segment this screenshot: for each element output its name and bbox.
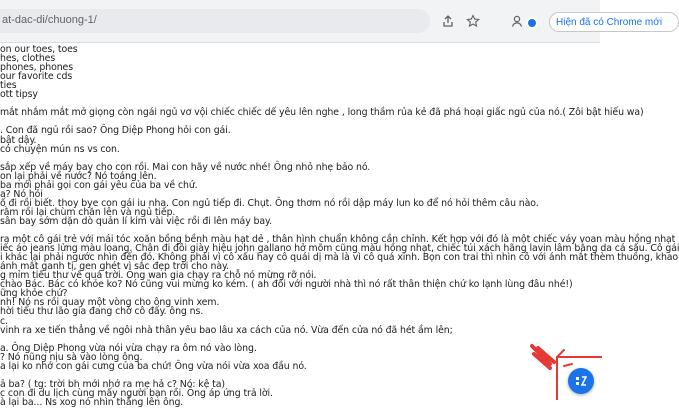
story-line: rằm rồi lại chùm chăn lên và ngủ tiếp. [0,206,176,218]
story-line: on our toes, toes [0,44,78,55]
story-line: vinh ra xe tiến thẳng về ngôi nhà thân yêu bao lâu xa cách của nó. Vừa đến cửa nó đã hét ầm lên; [0,324,453,336]
story-line: mắt nhắm mắt mở giọng còn ngái ngủ vơ vội chiếc chiếc dế yêu lên nghe , long thầm rủa kẻ đã phá hoại giấc ngủ của nó.( Zôi bật hiếu wa) [0,107,644,119]
story-line: chào Bác. Bác có khỏe ko? Nó cũng vui mừng ko kém. ( ah đối với người nhà thì nó rất thân thiện chứ ko lạnh lùng đâu nhé!) [0,279,573,291]
profile-icon[interactable] [510,14,524,28]
story-text [0,44,679,408]
story-line: ba mới phải gọi con gái yêu của ba về chứ. [0,179,198,191]
story-line: bật dậy. [0,134,37,146]
story-line: a lại ko nhớ con gái cưng của ba chứ! Ông vừa nói vừa xoa đầu nó. [0,360,307,372]
url-text[interactable]: at-dac-di/chuong-1/ [2,14,97,26]
story-line: c con đi du lịch cùng mấy người bạn rồi. Ông áp ứng trả lời. [0,387,273,399]
notification-dot [526,17,538,29]
story-line: iếc áo jeans lửng màu loang. Chân đi đôi giày hiệu john gallano hở mõm cũng màu hồng nhạt, chiếc túi xách hãng lavin lâm bằng da cá sấu. Cô gái [0,243,679,255]
star-icon[interactable] [466,14,480,28]
floating-action-button[interactable] [568,368,594,394]
story-line: hời tiểu thư lão gia đang chờ cô đấy. ông ns. [0,306,204,318]
story-line: c. [0,315,8,327]
story-line: ra một cô gái trẻ với mái tóc xoăn bồng bềnh màu hạt dẻ , thân hình chuẩn không cần chỉnh. Kết hợp với đó là một chiếc váy voan màu hồng nhạt [0,234,676,246]
story-line: ties [0,80,17,92]
story-line: a. Ông Diệp Phong vừa nói vừa chạy ra ôm nó vào lòng. [0,342,257,354]
story-line: có chuyện mún ns vs con. [0,143,120,155]
story-line: ott tipsy [0,89,38,101]
story-line: our favorite cds [0,71,73,83]
share-icon[interactable] [441,14,455,28]
story-line: ? Nó nũng nịu sà vào lòng ông. [0,351,143,363]
story-line: ánh mắt ganh tị, gen ghét vì sắc đẹp trời cho này. [0,261,229,273]
browser-toolbar [0,0,663,43]
story-line: a? Nó hỏi [0,188,43,200]
story-line: g mỉm tiếu thư về quá trời. Ông wan gia chạy ra chỗ nó mừng rỡ nói. [0,270,317,282]
story-line: phones, phones [0,62,74,74]
story-line: . Con đã ngủ rồi sao? Ông Diệp Phong hỏi con gái. [0,125,231,137]
story-line: i khác lại phải ngước nhìn đến đó. Không phải vì cô xấu hay cô quái dị mà là vì cô quá xinh. Bọn con trai thì nhìn cô với ánh mắt thèm thuồng, khao [0,252,679,264]
story-line: à lại ba... Ns xog nó nhìn thẳng lên ông. [0,396,184,408]
story-line: ững khỏe chứ? [0,288,68,300]
address-bar[interactable] [0,9,430,33]
story-line: ả ba? ( tg: trời bh mới nhớ ra mẹ hả c? Nó: kệ ta) [0,378,225,390]
story-line: ố đi rồi biết. thoy bye con gái iu nha. Con ngủ tiếp đi. Chụt. Ông thơm nó rồi dập máy lun ko để nó hỏi thêm câu nào. [0,197,539,209]
story-line: on lại phải về nước? Nó toáng lên. [0,170,157,182]
story-line: sân bay sớm dặn dò quản lí kim vài việc rồi đi lên máy bay. [0,215,273,227]
story-line: hes, clothes [0,53,56,65]
story-line: sắp xếp về máy bay cho con rồi. Mai con hãy về nước nhé! Ông nhỏ nhẹ bảo nó. [0,161,371,173]
chrome-update-button[interactable]: Hiện đã có Chrome mới [549,12,679,32]
story-line: nh! Nó ns rồi quay một vòng cho ông vinh xem. [0,297,220,309]
floating-action-icon [574,374,588,388]
